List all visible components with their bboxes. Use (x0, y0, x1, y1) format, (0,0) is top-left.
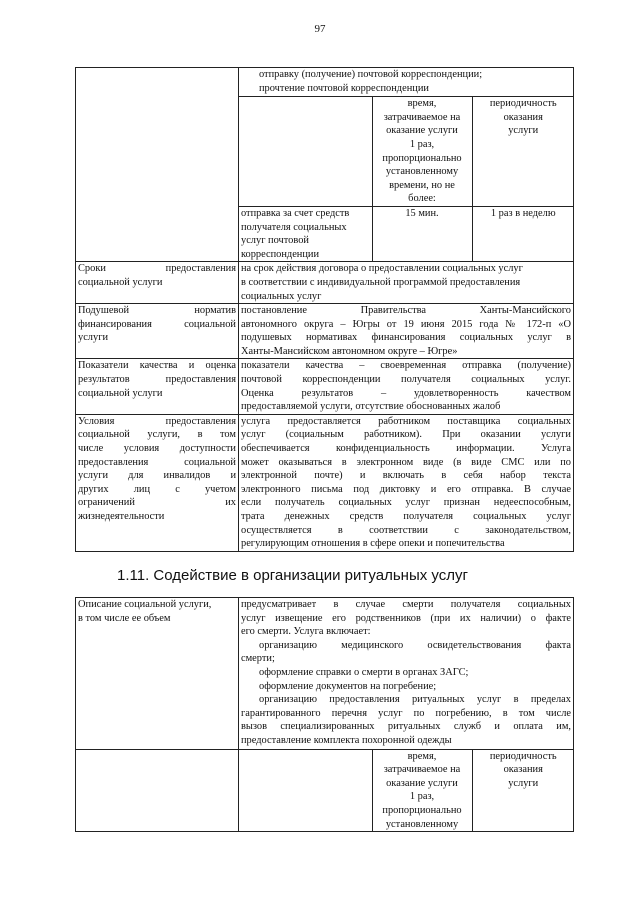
item-frequency: 1 раз в неделю (472, 206, 574, 261)
label-line: Описание социальной услуги, (78, 599, 212, 610)
time-header-line: 1 раз, (409, 791, 435, 803)
value-line: почтовой корреспонденции получателя социальных услуг. (241, 374, 571, 386)
content-line: прочтение почтовой корреспонденции (259, 82, 429, 94)
service-content-cell (239, 68, 574, 262)
value-line: в соответствии с индивидуальной программой предоставления (241, 276, 521, 288)
label-line: социальной услуги, в том (78, 429, 236, 441)
row-label-terms (76, 262, 239, 304)
value-line: обеспечивается конфиденциальность информации. Услуга (241, 443, 571, 455)
frequency-header-line: оказания (503, 764, 543, 776)
frequency-header (472, 750, 574, 832)
value-line: трата денежных средств получателя социальных услуг (241, 511, 571, 522)
item-time: 15 мин. (372, 206, 472, 261)
time-header-line: установленному (385, 166, 459, 178)
row-label-description (76, 598, 239, 750)
label-line: услуги (78, 332, 109, 344)
label-line: Условия предоставления (78, 415, 236, 427)
value-line: электронной почте) и включать в себя набор текста (241, 470, 571, 482)
included-item: оформление документов на погребение; (259, 680, 437, 692)
time-header-line: пропорционально (382, 152, 462, 164)
label-line: в том числе ее объем (78, 612, 171, 624)
time-header-line: установленному (385, 818, 459, 830)
time-header-line: времени, но не (389, 179, 455, 191)
empty-label-cell (76, 749, 239, 832)
time-frequency-cell (239, 749, 574, 832)
item-line: отправка за счет средств (241, 207, 350, 219)
content-line: отправку (получение) почтовой корреспонденции; (259, 69, 483, 80)
label-line: социальной услуги (78, 276, 163, 288)
frequency-header-line: периодичность (489, 750, 557, 762)
frequency-header (472, 97, 574, 207)
label-line: финансирования социальной (78, 318, 236, 330)
page-number: 97 (314, 23, 326, 35)
time-frequency-table (239, 750, 574, 832)
description-line: его смерти. Услуга включает: (241, 626, 371, 638)
frequency-header-line: оказания (503, 111, 543, 123)
row-label-financing (76, 304, 239, 359)
time-header-line: оказание услуги (386, 777, 458, 789)
label-line: других лиц с учетом (78, 483, 236, 495)
value-line: предоставляемой услуги, отсутствие обоснованных жалоб (241, 401, 501, 413)
value-line: на срок действия договора о предоставлении социальных услуг (241, 263, 523, 275)
included-item: организацию медицинского освидетельствования факта (259, 639, 571, 651)
description-line: предусматривает в случае смерти получателя социальных (241, 599, 571, 610)
row-value-conditions (239, 414, 574, 551)
item-line: корреспонденции (241, 248, 320, 260)
row-label-conditions (76, 414, 239, 551)
value-line: услуга предоставляется работником поставщика социальных (241, 415, 571, 427)
blank-header-cell (239, 750, 372, 832)
value-line: показатели качества – своевременная отправка (получение) (241, 360, 571, 372)
label-line: Показатели качества и оценка (78, 360, 236, 372)
item-description (239, 206, 372, 261)
row-label-quality (76, 359, 239, 414)
time-header-line: время, (407, 750, 437, 762)
label-line: числе условия доступности (78, 443, 236, 455)
included-item: оформление справки о смерти в органах ЗАГС; (259, 666, 469, 678)
value-line: социальных услуг (241, 290, 322, 302)
service-content-tail (239, 68, 573, 96)
time-header-line: время, (407, 98, 437, 110)
label-line: Сроки предоставления (78, 263, 236, 275)
included-item: организацию предоставления ритуальных услуг в пределах (259, 694, 571, 706)
row-value-terms (239, 262, 574, 304)
value-line: электронного письма под диктовку и его отправка. В случае (241, 483, 571, 495)
included-item: гарантированного перечня услуг по погребению, в том числе (241, 707, 571, 719)
value-line: если получатель социальных услуг признан недееспособным, (241, 497, 571, 509)
label-line: жизнедеятельности (78, 511, 165, 522)
time-header (372, 97, 472, 207)
included-item: предоставление комплекта похоронной одежды (241, 734, 452, 746)
value-line: Ханты-Мансийском автономном округе – Югре» (241, 345, 458, 357)
item-line: получателя социальных (241, 221, 347, 233)
value-line: может оказываться в электронном виде (в виде СМС или по (241, 456, 571, 468)
time-header-line: затрачиваемое на (383, 111, 461, 123)
section-heading: 1.11. Содействие в организации ритуальных услуг (117, 567, 468, 584)
time-frequency-table (239, 96, 574, 261)
value-line: автономного округа – Югры от 19 июня 2015 года № 172-п «О (241, 318, 571, 330)
frequency-header-line: услуги (508, 125, 539, 137)
value-line: постановление Правительства Ханты-Мансийского (241, 305, 571, 317)
row-value-description (239, 598, 574, 750)
value-line: регулирующим отношения в сфере опеки и попечительства (241, 538, 505, 550)
time-header-line: затрачиваемое на (383, 764, 461, 776)
label-line: результатов предоставления (78, 374, 236, 386)
row-value-quality (239, 359, 574, 414)
description-line: услуг извещение его родственников (при их наличии) о факте (241, 612, 571, 624)
included-item: вызов специализированных ритуальных служб и оплата им, (241, 721, 571, 733)
value-line: услуг (социальным работником). При оказании услуги (241, 429, 571, 441)
description-text (239, 598, 573, 749)
time-header-line: пропорционально (382, 804, 462, 816)
time-header-line: более: (408, 193, 436, 205)
service-table-2 (75, 597, 574, 832)
service-table-1 (75, 67, 574, 552)
frequency-header-line: периодичность (489, 98, 557, 110)
label-line: ограничений их (78, 497, 236, 509)
frequency-header-line: услуги (508, 777, 539, 789)
empty-label-cell (76, 68, 239, 262)
time-header-line: 1 раз, (409, 138, 435, 150)
label-line: услуги для инвалидов и (78, 470, 236, 482)
row-value-financing (239, 304, 574, 359)
blank-header-cell (239, 97, 372, 207)
time-header-line: оказание услуги (386, 125, 458, 137)
label-line: социальной услуги (78, 387, 163, 399)
value-line: подушевых нормативах финансирования социальных услуг в (241, 332, 571, 344)
label-line: предоставления социальной (78, 456, 236, 468)
value-line: осуществляется в соответствии с законодательством, (241, 524, 571, 536)
item-line: услуг почтовой (241, 235, 309, 247)
value-line: Оценка результатов – удовлетворенность качеством (241, 387, 571, 399)
time-header (372, 750, 472, 832)
label-line: Подушевой норматив (78, 305, 236, 317)
included-item: смерти; (241, 653, 275, 665)
